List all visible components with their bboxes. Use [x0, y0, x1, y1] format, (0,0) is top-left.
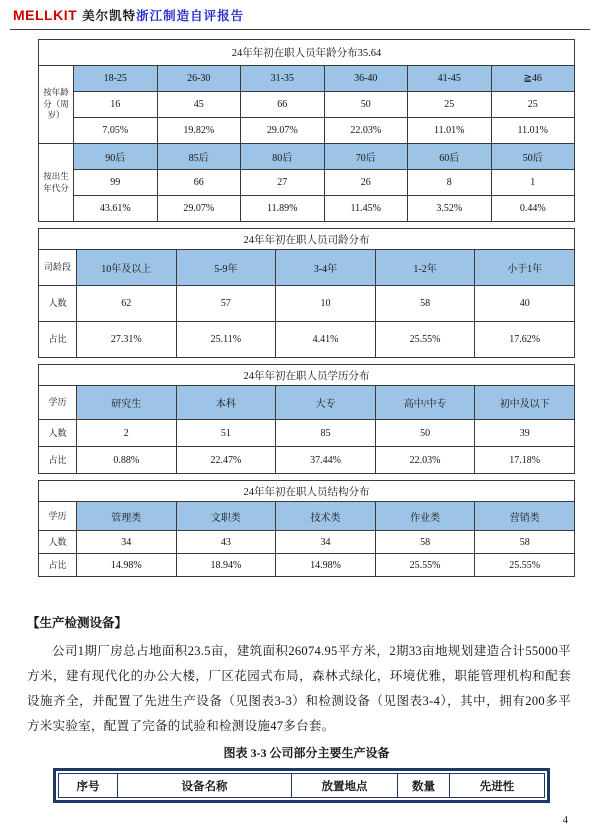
count-cell: 66	[241, 92, 325, 118]
column-header-cell: 1-2年	[375, 250, 475, 286]
row-label: 学历	[39, 502, 77, 531]
count-cell: 57	[176, 286, 276, 322]
percent-cell: 25.55%	[375, 554, 475, 577]
distribution-tables	[38, 39, 575, 577]
count-cell: 34	[276, 531, 376, 554]
column-header-cell: 18-25	[74, 66, 158, 92]
column-header-cell: 技术类	[276, 502, 376, 531]
table-title: 24年年初在职人员结构分布	[39, 481, 575, 502]
column-header-cell: 10年及以上	[77, 250, 177, 286]
column-header-cell: 营销类	[475, 502, 575, 531]
equipment-column-header: 设备名称	[118, 774, 292, 798]
percent-cell: 7.05%	[74, 118, 158, 144]
count-cell: 66	[157, 170, 241, 196]
count-cell: 26	[324, 170, 408, 196]
percent-cell: 17.18%	[475, 447, 575, 474]
column-header-cell: 高中/中专	[375, 386, 475, 420]
count-cell: 43	[176, 531, 276, 554]
equipment-column-header: 放置地点	[292, 774, 398, 798]
header-title	[82, 6, 244, 25]
equipment-column-header: 序号	[59, 774, 118, 798]
logo-text: MELLKIT	[13, 7, 78, 23]
percent-cell: 3.52%	[408, 196, 492, 222]
percent-cell: 22.03%	[375, 447, 475, 474]
percent-cell: 25.55%	[475, 554, 575, 577]
column-header-cell: 80后	[241, 144, 325, 170]
percent-cell: 14.98%	[77, 554, 177, 577]
percent-cell: 11.89%	[241, 196, 325, 222]
equipment-column-header: 数量	[398, 774, 450, 798]
percent-cell: 29.07%	[241, 118, 325, 144]
percent-cell: 22.03%	[324, 118, 408, 144]
column-header-cell: 管理类	[77, 502, 177, 531]
count-cell: 85	[276, 420, 376, 447]
percent-cell: 22.47%	[176, 447, 276, 474]
column-header-cell: 小于1年	[475, 250, 575, 286]
header-title-report: 浙江制造自评报告	[136, 9, 245, 23]
column-header-cell: ≧46	[491, 66, 575, 92]
column-header-cell: 60后	[408, 144, 492, 170]
structure-distribution-table	[38, 480, 575, 577]
count-cell: 62	[77, 286, 177, 322]
table-title: 24年年初在职人员学历分布	[39, 365, 575, 386]
row-label: 学历	[39, 386, 77, 420]
count-cell: 34	[77, 531, 177, 554]
count-cell: 8	[408, 170, 492, 196]
column-header-cell: 41-45	[408, 66, 492, 92]
count-cell: 10	[276, 286, 376, 322]
row-label: 司龄段	[39, 250, 77, 286]
column-header-cell: 70后	[324, 144, 408, 170]
column-header-cell: 3-4年	[276, 250, 376, 286]
count-cell: 58	[475, 531, 575, 554]
count-cell: 27	[241, 170, 325, 196]
page-header	[10, 6, 590, 30]
count-cell: 58	[375, 286, 475, 322]
count-cell: 39	[475, 420, 575, 447]
page-number: 4	[562, 815, 568, 826]
table-title: 24年年初在职人员年龄分布35.64	[39, 40, 575, 66]
row-group-label: 按出生年代分	[39, 144, 74, 222]
age-distribution-table	[38, 39, 575, 222]
count-cell: 40	[475, 286, 575, 322]
row-label: 人数	[39, 420, 77, 447]
column-header-cell: 文职类	[176, 502, 276, 531]
percent-cell: 18.94%	[176, 554, 276, 577]
row-label: 人数	[39, 531, 77, 554]
column-header-cell: 本科	[176, 386, 276, 420]
percent-cell: 29.07%	[157, 196, 241, 222]
column-header-cell: 50后	[491, 144, 575, 170]
section-heading: 【生产检测设备】	[27, 616, 128, 630]
equipment-table-caption: 图表 3-3 公司部分主要生产设备	[223, 746, 390, 760]
percent-cell: 43.61%	[74, 196, 158, 222]
column-header-cell: 大专	[276, 386, 376, 420]
body-paragraph: 公司1期厂房总占地面积23.5亩，建筑面积26074.95平方米，2期33亩地规划建造合计55000平方米，建有现代化的办公大楼，厂区花园式布局，森林式绿化，环境优雅，职能管理机构和配套设施齐全，并配置了先进生产设备（见图表3-3）和检测设备（见图表3-4），其中，拥有200多平方米实验室，配置了完备的试验和检测设施47多台套。	[27, 644, 571, 733]
count-cell: 50	[375, 420, 475, 447]
header-title-company: 美尔凯特	[82, 9, 137, 23]
percent-cell: 0.44%	[491, 196, 575, 222]
percent-cell: 25.55%	[375, 322, 475, 358]
column-header-cell: 5-9年	[176, 250, 276, 286]
column-header-cell: 36-40	[324, 66, 408, 92]
count-cell: 2	[77, 420, 177, 447]
percent-cell: 19.82%	[157, 118, 241, 144]
column-header-cell: 31-35	[241, 66, 325, 92]
column-header-cell: 85后	[157, 144, 241, 170]
percent-cell: 27.31%	[77, 322, 177, 358]
column-header-cell: 研究生	[77, 386, 177, 420]
row-label: 占比	[39, 447, 77, 474]
count-cell: 50	[324, 92, 408, 118]
count-cell: 51	[176, 420, 276, 447]
education-distribution-table	[38, 364, 575, 474]
percent-cell: 11.01%	[491, 118, 575, 144]
count-cell: 58	[375, 531, 475, 554]
tenure-distribution-table	[38, 228, 575, 358]
column-header-cell: 26-30	[157, 66, 241, 92]
percent-cell: 11.01%	[408, 118, 492, 144]
count-cell: 25	[491, 92, 575, 118]
row-label: 占比	[39, 554, 77, 577]
count-cell: 45	[157, 92, 241, 118]
count-cell: 1	[491, 170, 575, 196]
percent-cell: 14.98%	[276, 554, 376, 577]
percent-cell: 25.11%	[176, 322, 276, 358]
percent-cell: 11.45%	[324, 196, 408, 222]
row-label: 占比	[39, 322, 77, 358]
count-cell: 16	[74, 92, 158, 118]
column-header-cell: 作业类	[375, 502, 475, 531]
percent-cell: 4.41%	[276, 322, 376, 358]
column-header-cell: 90后	[74, 144, 158, 170]
percent-cell: 0.88%	[77, 447, 177, 474]
column-header-cell: 初中及以下	[475, 386, 575, 420]
table-title: 24年年初在职人员司龄分布	[39, 229, 575, 250]
row-label: 人数	[39, 286, 77, 322]
equipment-column-header: 先进性	[450, 774, 545, 798]
equipment-table	[58, 773, 545, 798]
count-cell: 99	[74, 170, 158, 196]
count-cell: 25	[408, 92, 492, 118]
percent-cell: 37.44%	[276, 447, 376, 474]
percent-cell: 17.62%	[475, 322, 575, 358]
row-group-label: 按年龄分（周岁）	[39, 66, 74, 144]
